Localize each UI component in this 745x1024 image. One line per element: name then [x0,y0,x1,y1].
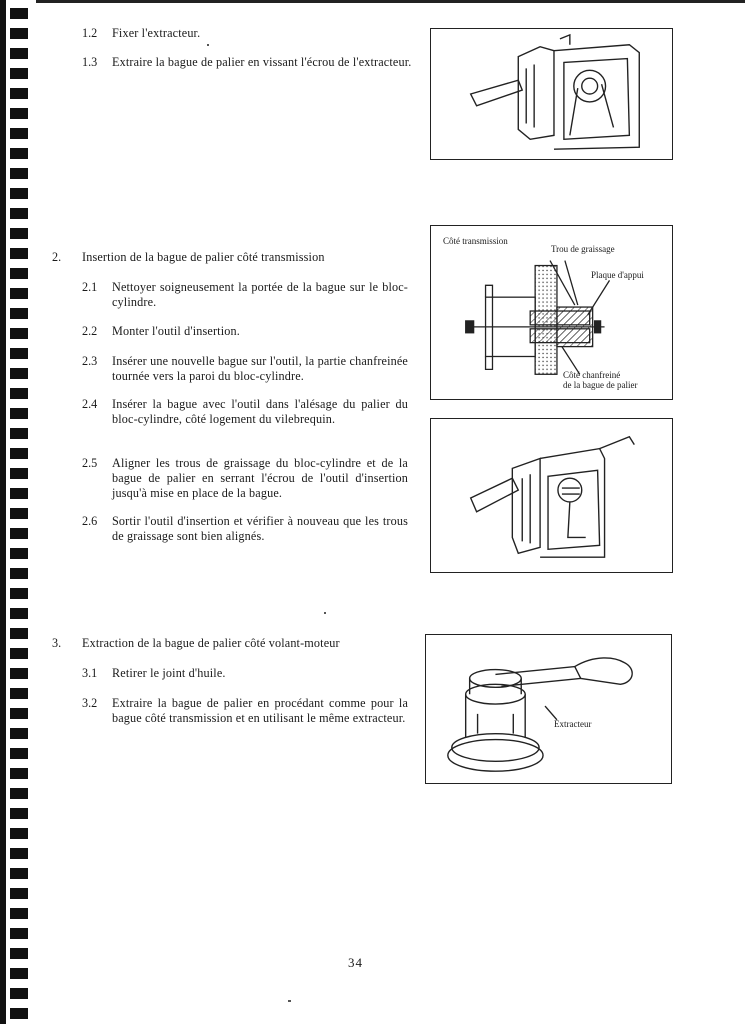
binding-hole [10,308,28,319]
scan-speck [288,1000,291,1002]
step-text: Sortir l'outil d'insertion et vérifier à nouveau que les trous de graissage sont bien alignés. [112,514,408,543]
binding-hole [10,788,28,799]
binding-hole [10,528,28,539]
binding-hole [10,888,28,899]
step-number: 2.4 [82,397,98,411]
step-number: 2.5 [82,456,98,470]
binding-hole [10,968,28,979]
binding-hole [10,628,28,639]
binding-hole [10,448,28,459]
step-number: 2.2 [82,324,98,338]
binding-hole [10,608,28,619]
binding-hole [10,728,28,739]
step-text: Insérer la bague avec l'outil dans l'alésage du palier du bloc-cylindre, côté logement du vilebrequin. [112,397,408,426]
binding-hole [10,188,28,199]
binding-hole [10,388,28,399]
step-number: 2.1 [82,280,98,294]
binding-hole [10,68,28,79]
binding-hole [10,368,28,379]
label-plaque-appui: Plaque d'appui [591,270,644,280]
extractor-drawing [431,29,672,159]
spiral-binding [0,0,30,1024]
flywheel-extractor-drawing [426,635,671,783]
binding-hole [10,208,28,219]
binding-hole [10,828,28,839]
binding-hole [10,328,28,339]
figure-extractor-photo [430,28,673,160]
binding-hole [10,228,28,239]
binding-edge [0,0,6,1024]
binding-hole [10,1008,28,1019]
label-trou-graissage: Trou de graissage [551,244,615,254]
binding-hole [10,248,28,259]
binding-hole [10,908,28,919]
binding-hole [10,988,28,999]
step-number: 1.2 [82,26,98,40]
binding-hole [10,468,28,479]
binding-hole [10,808,28,819]
binding-hole [10,868,28,879]
binding-hole [10,928,28,939]
binding-hole [10,48,28,59]
section-number: 3. [52,636,62,650]
binding-hole [10,148,28,159]
page-number: 34 [348,955,363,970]
step-number: 3.1 [82,666,98,680]
step-text: Aligner les trous de graissage du bloc-cylindre et de la bague de palier en serrant l'écrou de l'outil d'insertion jusqu'à mise en place de la bague. [112,456,408,500]
binding-hole [10,948,28,959]
label-cote-transmission: Côté transmission [443,236,508,246]
step-number: 3.2 [82,696,98,710]
binding-hole [10,668,28,679]
step-text: Monter l'outil d'insertion. [112,324,240,338]
step-text: Insérer une nouvelle bague sur l'outil, la partie chanfreinée tournée vers la paroi du bloc-cylindre. [112,354,408,383]
binding-hole [10,408,28,419]
binding-hole [10,288,28,299]
step-number: 1.3 [82,55,98,69]
step-number: 2.3 [82,354,98,368]
binding-hole [10,108,28,119]
step-text: Fixer l'extracteur. [112,26,201,40]
binding-hole [10,748,28,759]
binding-hole [10,708,28,719]
top-edge-line [36,0,745,3]
binding-hole [10,8,28,19]
figure-bearing-cross-section [430,225,673,400]
section-heading: Insertion de la bague de palier côté transmission [82,250,325,264]
binding-hole [10,428,28,439]
section-heading: Extraction de la bague de palier côté volant-moteur [82,636,340,650]
binding-hole [10,688,28,699]
binding-hole [10,588,28,599]
binding-hole [10,508,28,519]
step-text: Nettoyer soigneusement la portée de la bague sur le bloc-cylindre. [112,280,408,309]
step-text: Retirer le joint d'huile. [112,666,226,680]
step-number: 2.6 [82,514,98,528]
binding-hole [10,128,28,139]
binding-hole [10,768,28,779]
scan-speck [207,44,209,46]
step-text: Extraire la bague de palier en procédant comme pour la bague côté transmission et en utilisant le même extracteur. [112,696,408,725]
section-number: 2. [52,250,62,264]
scan-speck [324,612,326,614]
label-bague-palier: de la bague de palier [563,380,638,390]
binding-hole [10,848,28,859]
binding-hole [10,348,28,359]
binding-hole [10,28,28,39]
step-text: Extraire la bague de palier en vissant l'écrou de l'extracteur. [112,55,412,69]
binding-hole [10,488,28,499]
binding-hole [10,568,28,579]
binding-hole [10,168,28,179]
figure-insertion-tool-photo [430,418,673,573]
binding-hole [10,88,28,99]
figure-flywheel-extractor [425,634,672,784]
insertion-tool-drawing [431,419,672,572]
binding-hole [10,648,28,659]
binding-hole [10,548,28,559]
label-extracteur: Extracteur [554,719,592,729]
binding-hole [10,268,28,279]
label-cote-chanfreine: Côté chanfreiné [563,370,621,380]
